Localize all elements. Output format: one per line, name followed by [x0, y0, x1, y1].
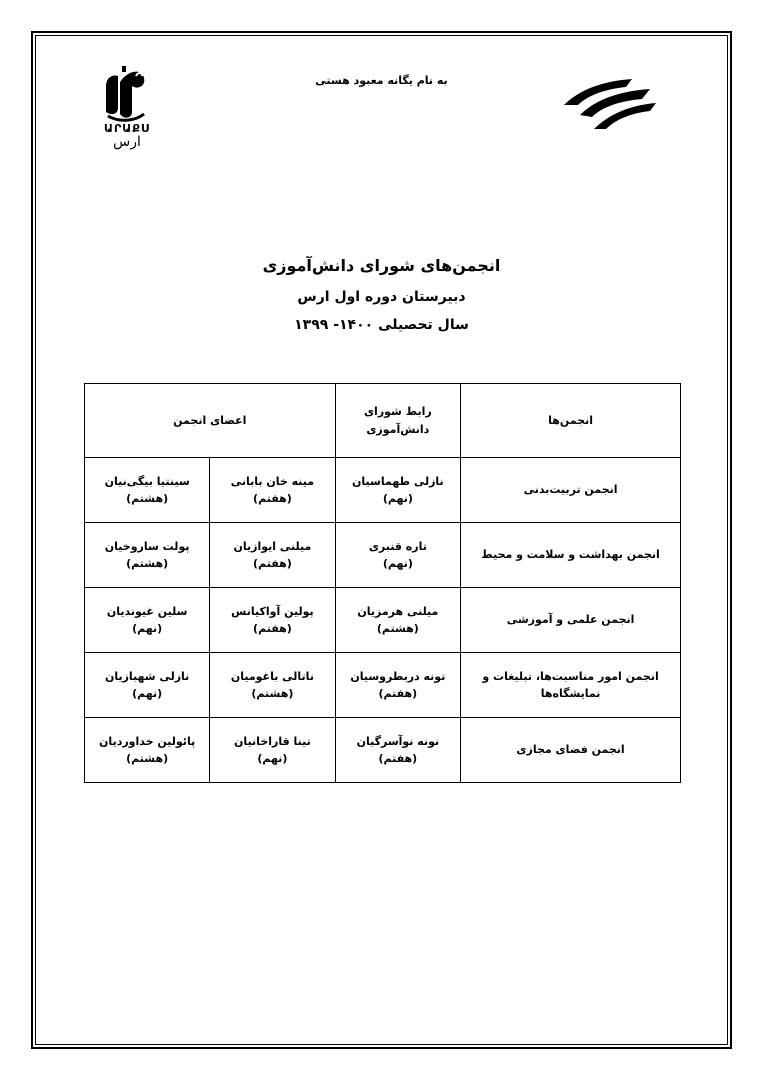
member-cell	[85, 718, 210, 783]
member-cell	[85, 588, 210, 653]
table-row	[85, 653, 681, 718]
liaison-grade: (نهم)	[382, 492, 413, 505]
member-cell	[210, 588, 335, 653]
association-name	[461, 653, 681, 718]
logo-latin-text: ԱՐԱՔՍ	[104, 122, 150, 135]
association-name	[461, 523, 681, 588]
table-row	[85, 458, 681, 523]
liaison-name: نونه نوآسرگیان	[356, 734, 440, 748]
member-grade: (هفتم)	[253, 557, 292, 570]
member-name: میلنی ایوازیان	[233, 539, 312, 553]
liaison-name: تاره قنبری	[368, 539, 427, 553]
member-name: ناتالی باغومیان	[230, 669, 314, 683]
association-name-line2: نمایشگاه‌ها	[540, 687, 601, 700]
liaison-cell	[335, 653, 461, 718]
liaison-grade: (هفتم)	[378, 687, 418, 700]
association-name	[461, 588, 681, 653]
liaison-name: تونه دربطروسیان	[350, 669, 446, 683]
member-grade: (هشتم)	[126, 557, 169, 570]
liaison-cell	[335, 588, 461, 653]
member-name: پائولین خداوردیان	[99, 734, 196, 748]
association-name	[461, 458, 681, 523]
main-title: انجمن‌های شورای دانش‌آموزی	[262, 256, 501, 275]
association-name-line1: انجمن تربیت‌بدنی	[523, 483, 618, 497]
member-grade: (هشتم)	[126, 492, 169, 505]
member-cell	[210, 653, 335, 718]
liaison-grade: (هشتم)	[376, 622, 419, 635]
academic-year: سال تحصیلی ۱۴۰۰- ۱۳۹۹	[294, 317, 469, 333]
member-name: سینتیا بیگی‌نیان	[104, 474, 190, 488]
member-cell	[85, 523, 210, 588]
association-name-line1: انجمن امور مناسبت‌ها، تبلیغات و	[482, 669, 659, 683]
association-name-line1: انجمن علمی و آموزشی	[506, 613, 635, 627]
member-cell	[210, 718, 335, 783]
member-grade: (نهم)	[132, 687, 163, 700]
table-header-row	[85, 384, 681, 458]
header-liaison-line2: دانش‌آموزی	[366, 422, 430, 436]
liaison-cell	[335, 458, 461, 523]
member-grade: (نهم)	[132, 622, 163, 635]
basmala-text: به نام یگانه معبود هستی	[315, 74, 448, 87]
header-liaison	[335, 384, 461, 458]
member-grade: (هفتم)	[253, 622, 292, 635]
header-members: اعضای انجمن	[85, 384, 336, 458]
member-name: مینه خان بابانی	[230, 474, 315, 488]
member-grade: (هشتم)	[126, 752, 169, 765]
member-cell	[85, 653, 210, 718]
member-grade: (هفتم)	[253, 492, 292, 505]
logo-persian-text: ارس	[113, 134, 141, 150]
liaison-grade: (هفتم)	[378, 752, 418, 765]
liaison-grade: (نهم)	[382, 557, 413, 570]
liaison-cell	[335, 718, 461, 783]
title-block	[0, 256, 763, 333]
member-name: سلین غیوندیان	[106, 604, 188, 618]
association-name	[461, 718, 681, 783]
association-name-line1: انجمن بهداشت و سلامت و محیط	[481, 548, 660, 562]
table-row	[85, 588, 681, 653]
liaison-name: میلنی هرمزیان	[357, 604, 439, 618]
member-name: پولت ساروخیان	[104, 539, 190, 553]
member-cell	[210, 458, 335, 523]
member-name: تینا قاراخانیان	[234, 734, 311, 748]
liaison-name: نازلی طهماسیان	[352, 474, 444, 488]
table-row	[85, 718, 681, 783]
emblem-icon	[560, 75, 660, 135]
member-name: پولین آواکیانس	[231, 604, 314, 618]
table-row	[85, 523, 681, 588]
liaison-cell	[335, 523, 461, 588]
school-name: دبیرستان دوره اول ارس	[297, 289, 466, 305]
association-name-line1: انجمن فضای مجازی	[516, 743, 625, 757]
member-grade: (هشتم)	[251, 687, 294, 700]
associations-table	[84, 383, 681, 783]
header-associations: انجمن‌ها	[461, 384, 681, 458]
member-cell	[210, 523, 335, 588]
member-cell	[85, 458, 210, 523]
header-liaison-line1: رابط شورای	[363, 405, 432, 419]
member-name: نازلی شهبازیان	[104, 669, 190, 683]
member-grade: (نهم)	[257, 752, 288, 765]
